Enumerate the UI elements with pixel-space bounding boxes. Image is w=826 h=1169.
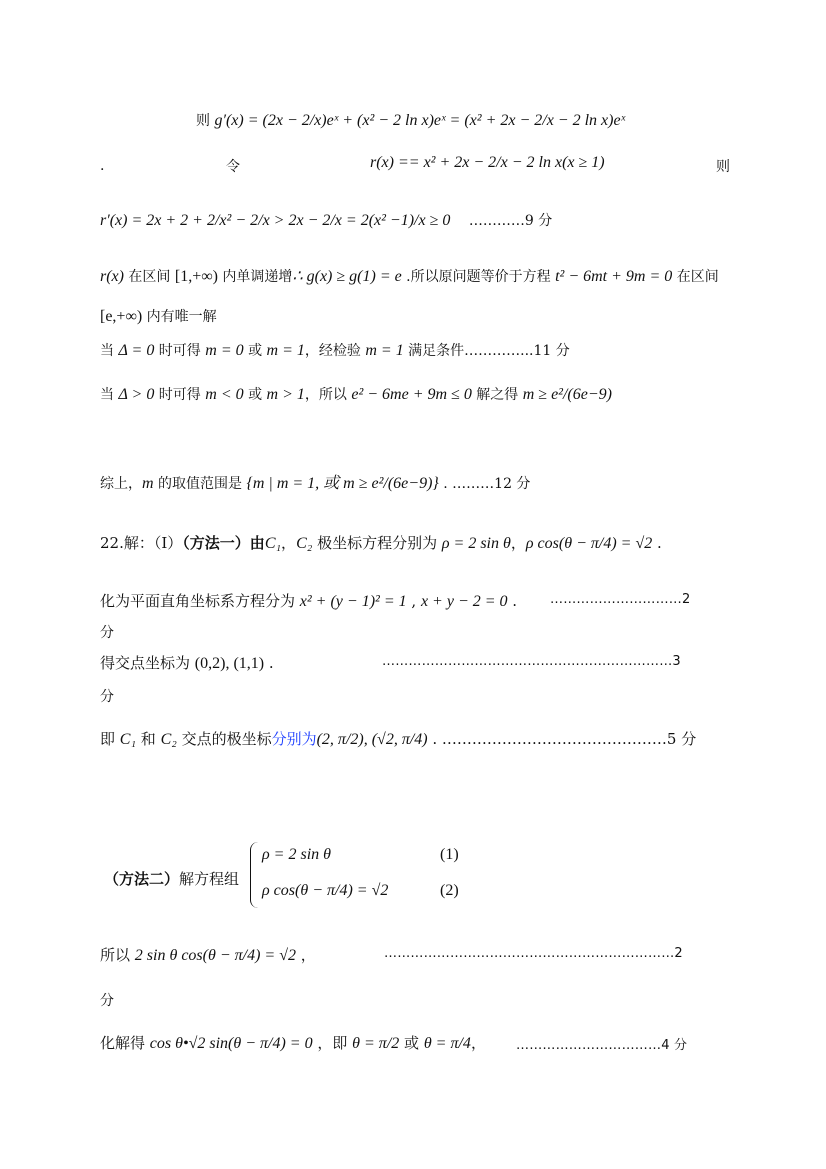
method1-label: （方法一）由 — [182, 534, 265, 552]
score-dots-3: …………………………………………………………3 — [382, 654, 681, 669]
system-eq-2: ρ cos(θ − π/4) = √2 — [262, 882, 389, 899]
t7g: ，所以 — [304, 387, 352, 403]
line-r-def-dot: . — [100, 158, 105, 174]
solve-text: 解方程组 — [179, 870, 240, 888]
m-range-set: {m | m = 1, 或 m ≥ e²/(6e−9)} — [246, 475, 439, 492]
system-eq-2-no: (2) — [440, 882, 459, 899]
fen-3: 分 — [100, 689, 114, 705]
score-11: 满足条件…………...11 分 — [403, 343, 570, 359]
score-dots-2: …………………………2 — [550, 592, 691, 607]
q22-polar-text: 极坐标方程分别为 — [312, 534, 442, 552]
pp-c2: C₂ — [160, 731, 177, 748]
line-g-prime — [196, 110, 625, 130]
conv-sep: , — [406, 592, 421, 610]
pp-link-text: 分别为 — [271, 730, 317, 748]
line-r-def-ling: 令 — [226, 159, 240, 175]
simp-or: 或 — [399, 1034, 424, 1052]
simp-ji: ，即 — [312, 1034, 353, 1052]
m-var: m — [142, 475, 154, 492]
interval-e-inf: [e,+∞) — [100, 308, 143, 325]
g-prime-equation: g′(x) = (2x − 2/x)eˣ + (x² − 2 ln x)eˣ = (x² + 2x − 2/x − 2 ln x)eˣ — [214, 112, 626, 129]
t7i: 解之得 — [471, 387, 523, 403]
t6c: 时可得 — [154, 343, 206, 359]
score-dots-so: …………………………………………………………2 — [384, 946, 683, 961]
q22-period: . — [652, 534, 662, 552]
c1-symbol: C₁ — [264, 535, 282, 552]
r-definition: r(x) == x² + 2x − 2/x − 2 ln x(x ≥ 1) — [370, 154, 605, 171]
q22-jie: 解：（Ⅰ） — [123, 534, 183, 552]
line-r-def-ze: 则 — [716, 159, 730, 175]
line-so — [100, 944, 316, 965]
conv-text: 化为平面直角坐标系方程分为 — [100, 592, 300, 610]
t6e: 或 — [243, 343, 267, 359]
system-brace — [250, 842, 261, 908]
t7a: 当 — [100, 387, 119, 403]
method2-label-line — [104, 868, 239, 889]
line-unique — [100, 306, 217, 326]
t8c: 的取值范围是 — [153, 476, 247, 492]
polar-eq-2: ρ cos(θ − π/4) = √2 — [525, 535, 653, 552]
t6a: 当 — [100, 343, 119, 359]
m-bound: m ≥ e²/(6e−9) — [522, 386, 612, 403]
so-text: 所以 — [100, 946, 135, 964]
simp-equation: cos θ•√2 sin(θ − π/4) = 0 — [149, 1035, 313, 1052]
so-equation: 2 sin θ cos(θ − π/4) = √2 — [134, 947, 296, 964]
q22-number: 22. — [100, 534, 124, 552]
circle-eq: x² + (y − 1)² = 1 — [299, 593, 407, 610]
pp-text: 交点的极坐标 — [176, 730, 272, 748]
fen-2: 分 — [100, 625, 114, 641]
text-equivalent: .所以原问题等价于方程 — [401, 269, 556, 285]
m-eq-1-check: m = 1 — [365, 342, 404, 359]
line-monotone — [100, 266, 719, 286]
line-cartesian — [100, 590, 517, 611]
text-interval: 在区间 — [123, 269, 175, 285]
e-inequality: e² − 6me + 9m ≤ 0 — [351, 386, 472, 403]
line-eq: x + y − 2 = 0 — [420, 593, 508, 610]
intersection-points: (0,2), (1,1) — [194, 655, 265, 672]
delta-gt-0: Δ > 0 — [118, 386, 155, 403]
pp-ji: 即 — [100, 730, 120, 748]
t7c: 时可得 — [154, 387, 206, 403]
simp-comma: ， — [470, 1034, 486, 1052]
fen-so: 分 — [100, 993, 114, 1009]
polar-points: (2, π/2), (√2, π/4) — [316, 731, 428, 748]
line-delta-zero — [100, 340, 570, 360]
t8a: 综上， — [100, 476, 142, 492]
system-eq-1: ρ = 2 sin θ — [262, 846, 332, 863]
text-unique: 内有唯一解 — [142, 309, 217, 325]
line-r-prime — [100, 210, 552, 230]
m-eq-0: m = 0 — [205, 342, 244, 359]
line-polar-points — [100, 728, 696, 749]
text-in-interval: 在区间 — [672, 269, 719, 285]
score-5: . ………………………………………5 分 — [427, 730, 697, 748]
t-quadratic: t² − 6mt + 9m = 0 — [555, 268, 673, 285]
line-intersection — [100, 652, 274, 673]
inter-period: . — [264, 654, 274, 672]
score-dots-4: ……………………………4 分 — [516, 1038, 688, 1053]
interval-1-inf: [1,+∞) — [174, 268, 218, 285]
q22-comma: ， — [281, 534, 297, 552]
theta-pi-4: θ = π/4 — [423, 1035, 471, 1052]
line-simplify — [100, 1032, 486, 1053]
r-prime-inequality: r′(x) = 2x + 2 + 2/x² − 2/x > 2x − 2/x = 2(x² −1)/x ≥ 0 — [100, 212, 451, 229]
m-lt-0: m < 0 — [205, 386, 244, 403]
line-delta-pos — [100, 384, 612, 404]
r-x: r(x) — [100, 268, 124, 285]
text-increasing: 内单调递增 — [217, 269, 293, 285]
m-gt-1: m > 1 — [266, 386, 305, 403]
system-eq-1-no: (1) — [440, 846, 459, 863]
so-comma: ， — [296, 946, 316, 964]
conv-period: . — [507, 592, 518, 610]
c2-symbol: C₂ — [296, 535, 313, 552]
t6g: ，经检验 — [304, 343, 366, 359]
q22-comma-2: ， — [510, 534, 526, 552]
score-12: . ………12 分 — [438, 476, 531, 492]
score-9: …………9 分 — [468, 213, 553, 229]
method2-label: （方法二） — [104, 870, 180, 888]
theta-pi-2: θ = π/2 — [352, 1035, 400, 1052]
m-eq-1: m = 1 — [266, 342, 305, 359]
pp-and: 和 — [136, 730, 161, 748]
q22-heading — [100, 532, 662, 553]
pp-c1: C₁ — [119, 731, 137, 748]
inter-text: 得交点坐标为 — [100, 654, 195, 672]
t7e: 或 — [243, 387, 267, 403]
simp-text: 化解得 — [100, 1034, 150, 1052]
delta-eq-0: Δ = 0 — [118, 342, 155, 359]
line-conclusion — [100, 470, 530, 493]
polar-eq-1: ρ = 2 sin θ — [441, 535, 511, 552]
g-ge-e: ∴ g(x) ≥ g(1) = e — [292, 268, 402, 285]
prefix-ze: 则 — [196, 113, 210, 129]
